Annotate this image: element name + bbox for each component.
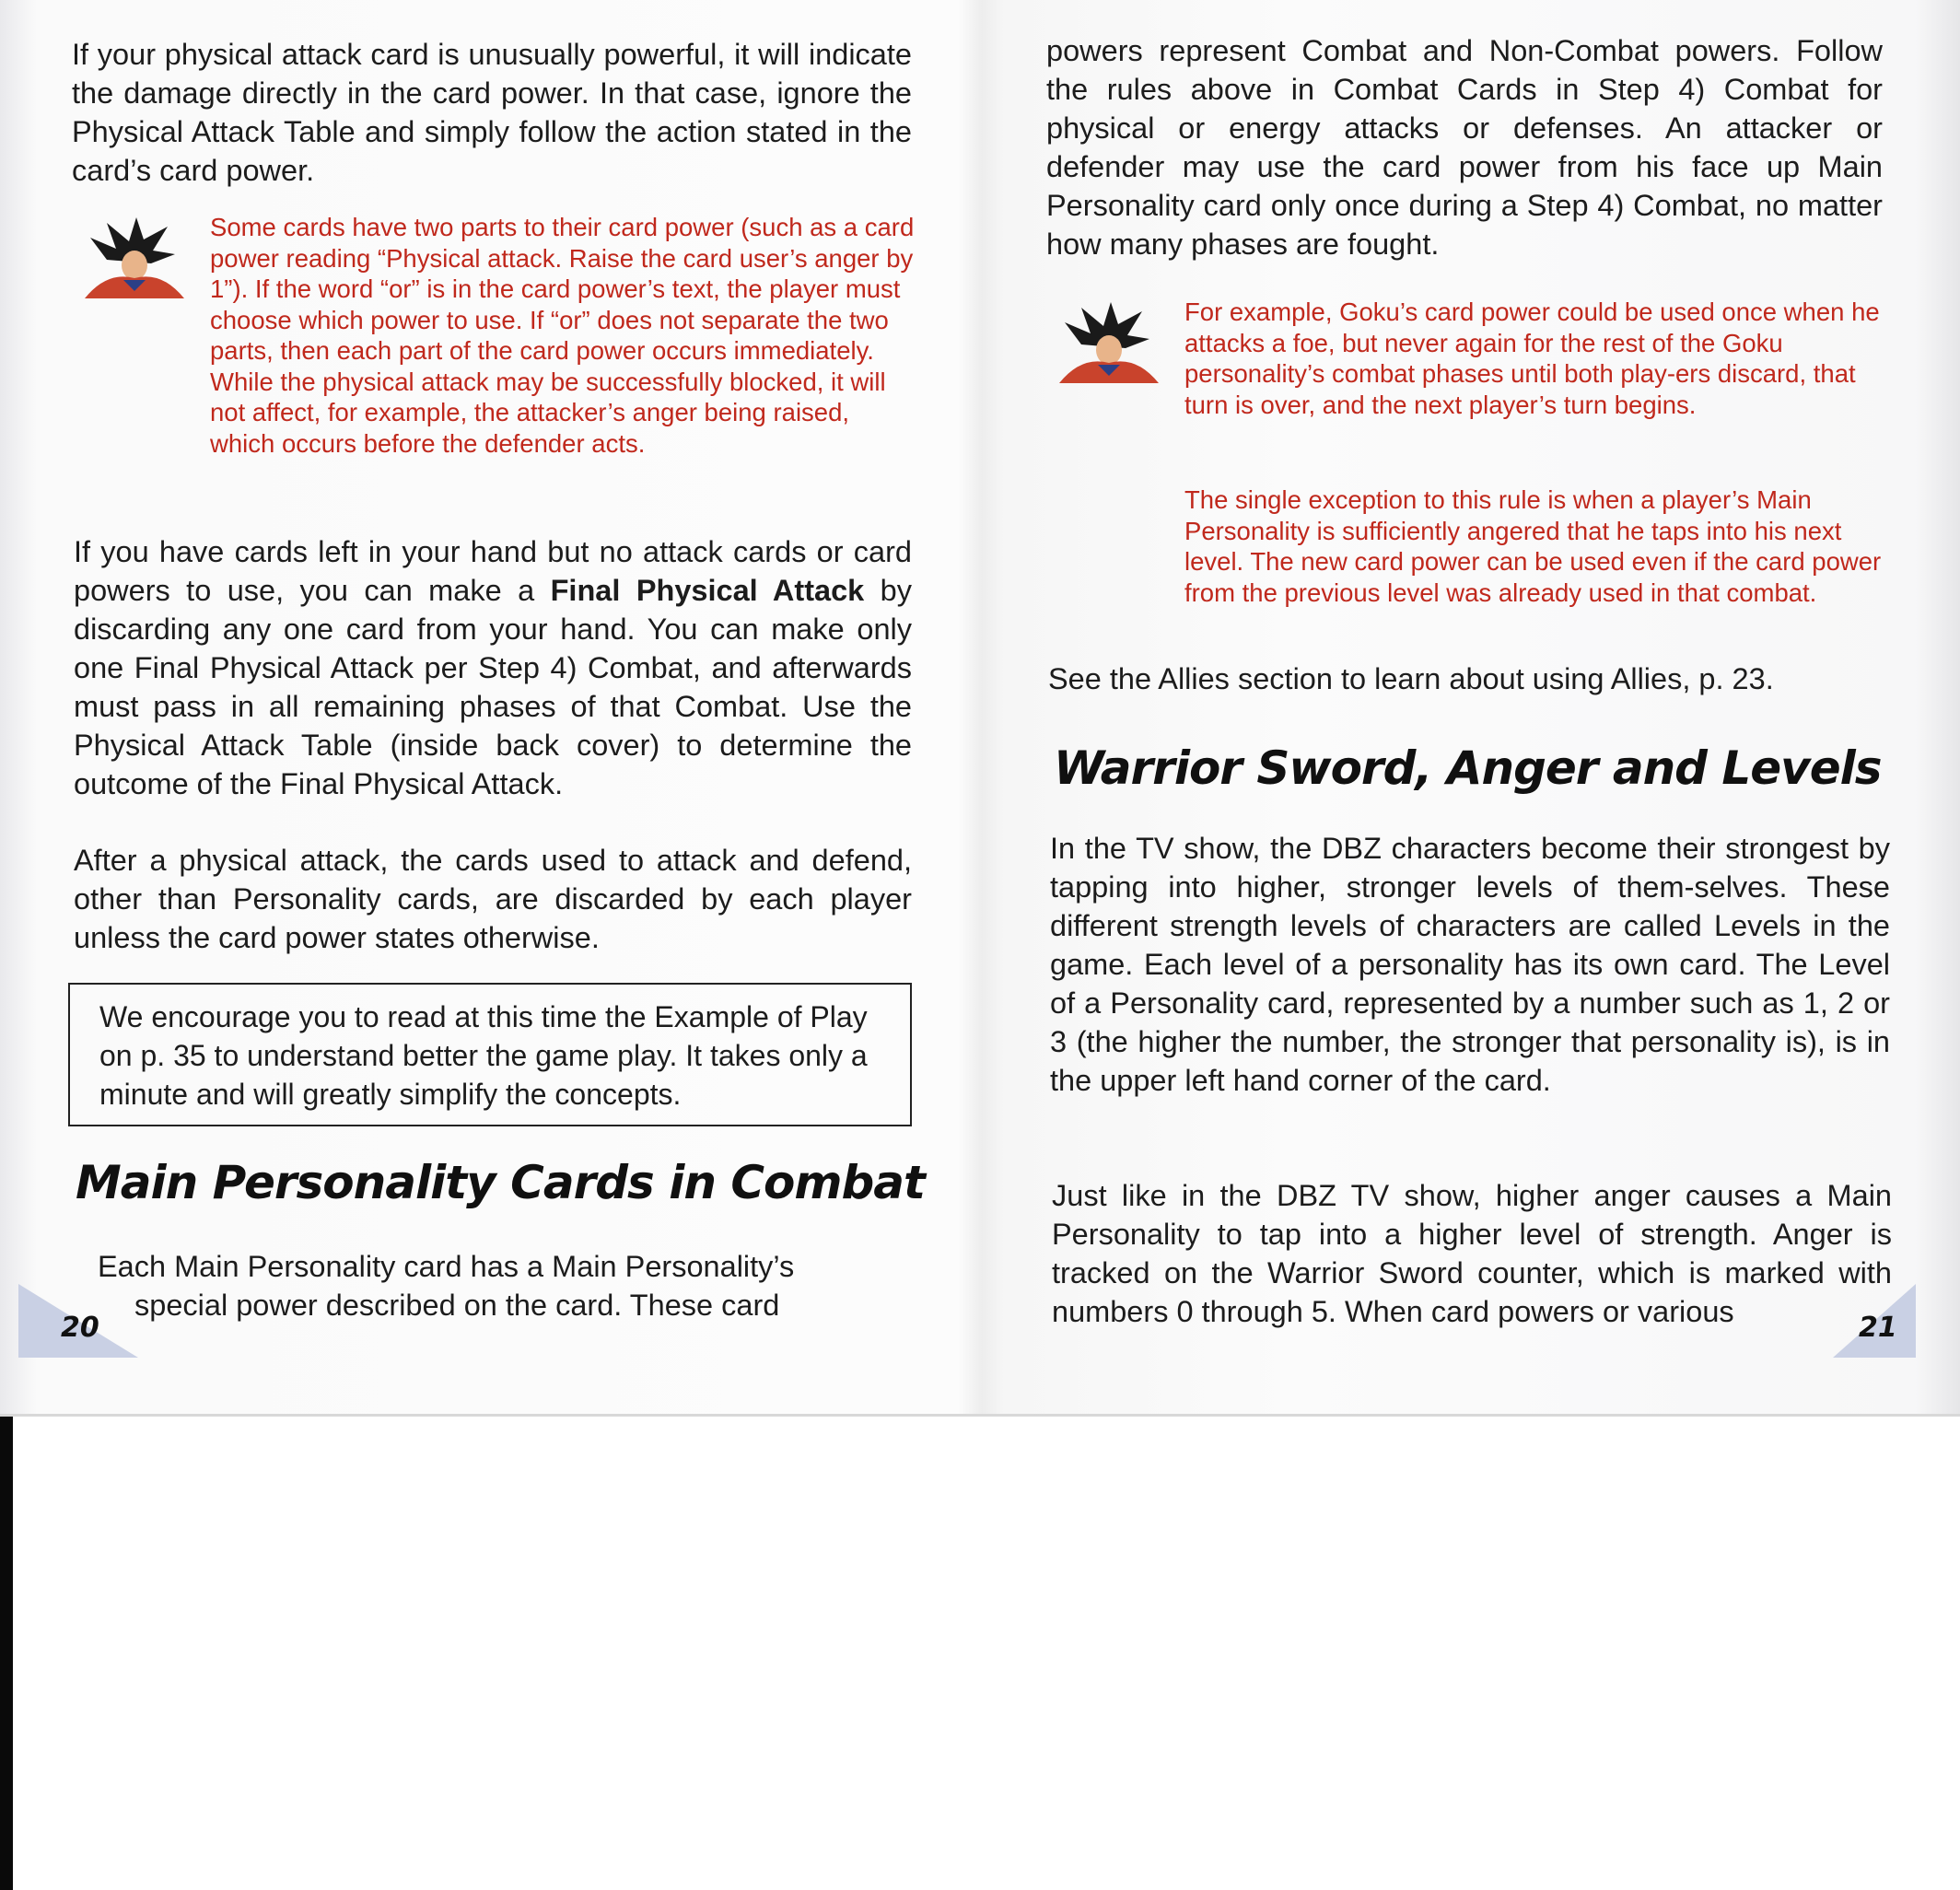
final-physical-attack-term: Final Physical Attack [550,574,865,607]
main-personality-heading: Main Personality Cards in Combat [76,1156,925,1209]
right-red-note-2: The single exception to this rule is when a player’s Main Personality is sufficiently angered that he taps into his next level. The new card power can be used even if the card power from the previous level was already used in that combat. [1184,485,1882,607]
left-paragraph-2 [74,532,912,803]
left-red-note: Some cards have two parts to their card power (such as a card power reading “Physical attack. Raise the card user’s anger by 1”). If the word “or” is in the card power’s text, the player must choose which power to use. If “or” does not separate the two parts, then each part of the card power occurs immediately. While the physical attack may be successfully blocked, it will not affect, for example, the attacker’s anger being raised, which occurs before the defender acts. [210,213,915,458]
right-paragraph-4: Just like in the DBZ TV show, higher anger causes a Main Personality to tap into a higher level of strength. Anger is tracked on the Warrior Sword counter, which is marked with numbers 0 through 5. When card powers or various [1052,1179,1892,1328]
example-of-play-box: We encourage you to read at this time the Example of Play on p. 35 to understand better the game play. It takes only a minute and will greatly simplify the concepts. [68,983,912,1126]
right-paragraph-2: See the Allies section to learn about using Allies, p. 23. [1048,662,1774,695]
left-page [72,0,925,1414]
scan-edge [0,1417,13,1890]
page-number-21-tab [1833,1284,1916,1358]
goku-icon [79,214,190,298]
right-paragraph-1: powers represent Combat and Non-Combat powers. Follow the rules above in Combat Cards in Step 4) Combat for physical or energy attacks or defenses. An attacker or defender may use the card power from his face up Main Personality card only once during a Step 4) Combat, no matter how many phases are fought. [1046,34,1883,261]
left-paragraph-4-line-1: Each Main Personality card has a Main Personality’s [98,1250,795,1283]
right-red-note-1: For example, Goku’s card power could be used once when he attacks a foe, but never again for the rest of the Goku personality’s combat phases until both play-ers discard, that turn is over, and the next player’s turn begins. [1184,298,1880,419]
page-number-20-tab [18,1284,138,1358]
left-paragraph-1: If your physical attack card is unusually powerful, it will indicate the damage directly in the card power. In that case, ignore the Physical Attack Table and simply follow the action stated in the card’s card power. [72,38,912,187]
goku-icon [1054,298,1164,383]
left-paragraph-4-line-2: special power described on the card. These card [134,1289,780,1322]
warrior-sword-heading: Warrior Sword, Anger and Levels [1054,741,1882,795]
page-number-20: 20 [61,1312,99,1344]
left-paragraph-2-start: If you have cards left in your hand but no attack cards or card powers to use, you can make a [74,535,912,607]
right-page [1044,0,1892,1414]
left-paragraph-3: After a physical attack, the cards used to attack and defend, other than Personality cards, are discarded by each player unless the card power states otherwise. [74,844,912,954]
page-number-21: 21 [1859,1312,1897,1344]
right-paragraph-3: In the TV show, the DBZ characters become their strongest by tapping into higher, stronger levels of them-selves. These different strength levels of characters are called Levels in the game. Each level of a personality has its own card. The Level of a Personality card, represented by a number such as 1, 2 or 3 (the higher the number, the stronger that personality is), is in the upper left hand corner of the card. [1050,832,1890,1097]
left-paragraph-2-end: by discarding any one card from your hand. You can make only one Final Physical Attack per Step 4) Combat, and afterwards must pass in all remaining phases of that Combat. Use the Physical Attack Table (inside back cover) to determine the outcome of the Final Physical Attack. [74,574,913,800]
